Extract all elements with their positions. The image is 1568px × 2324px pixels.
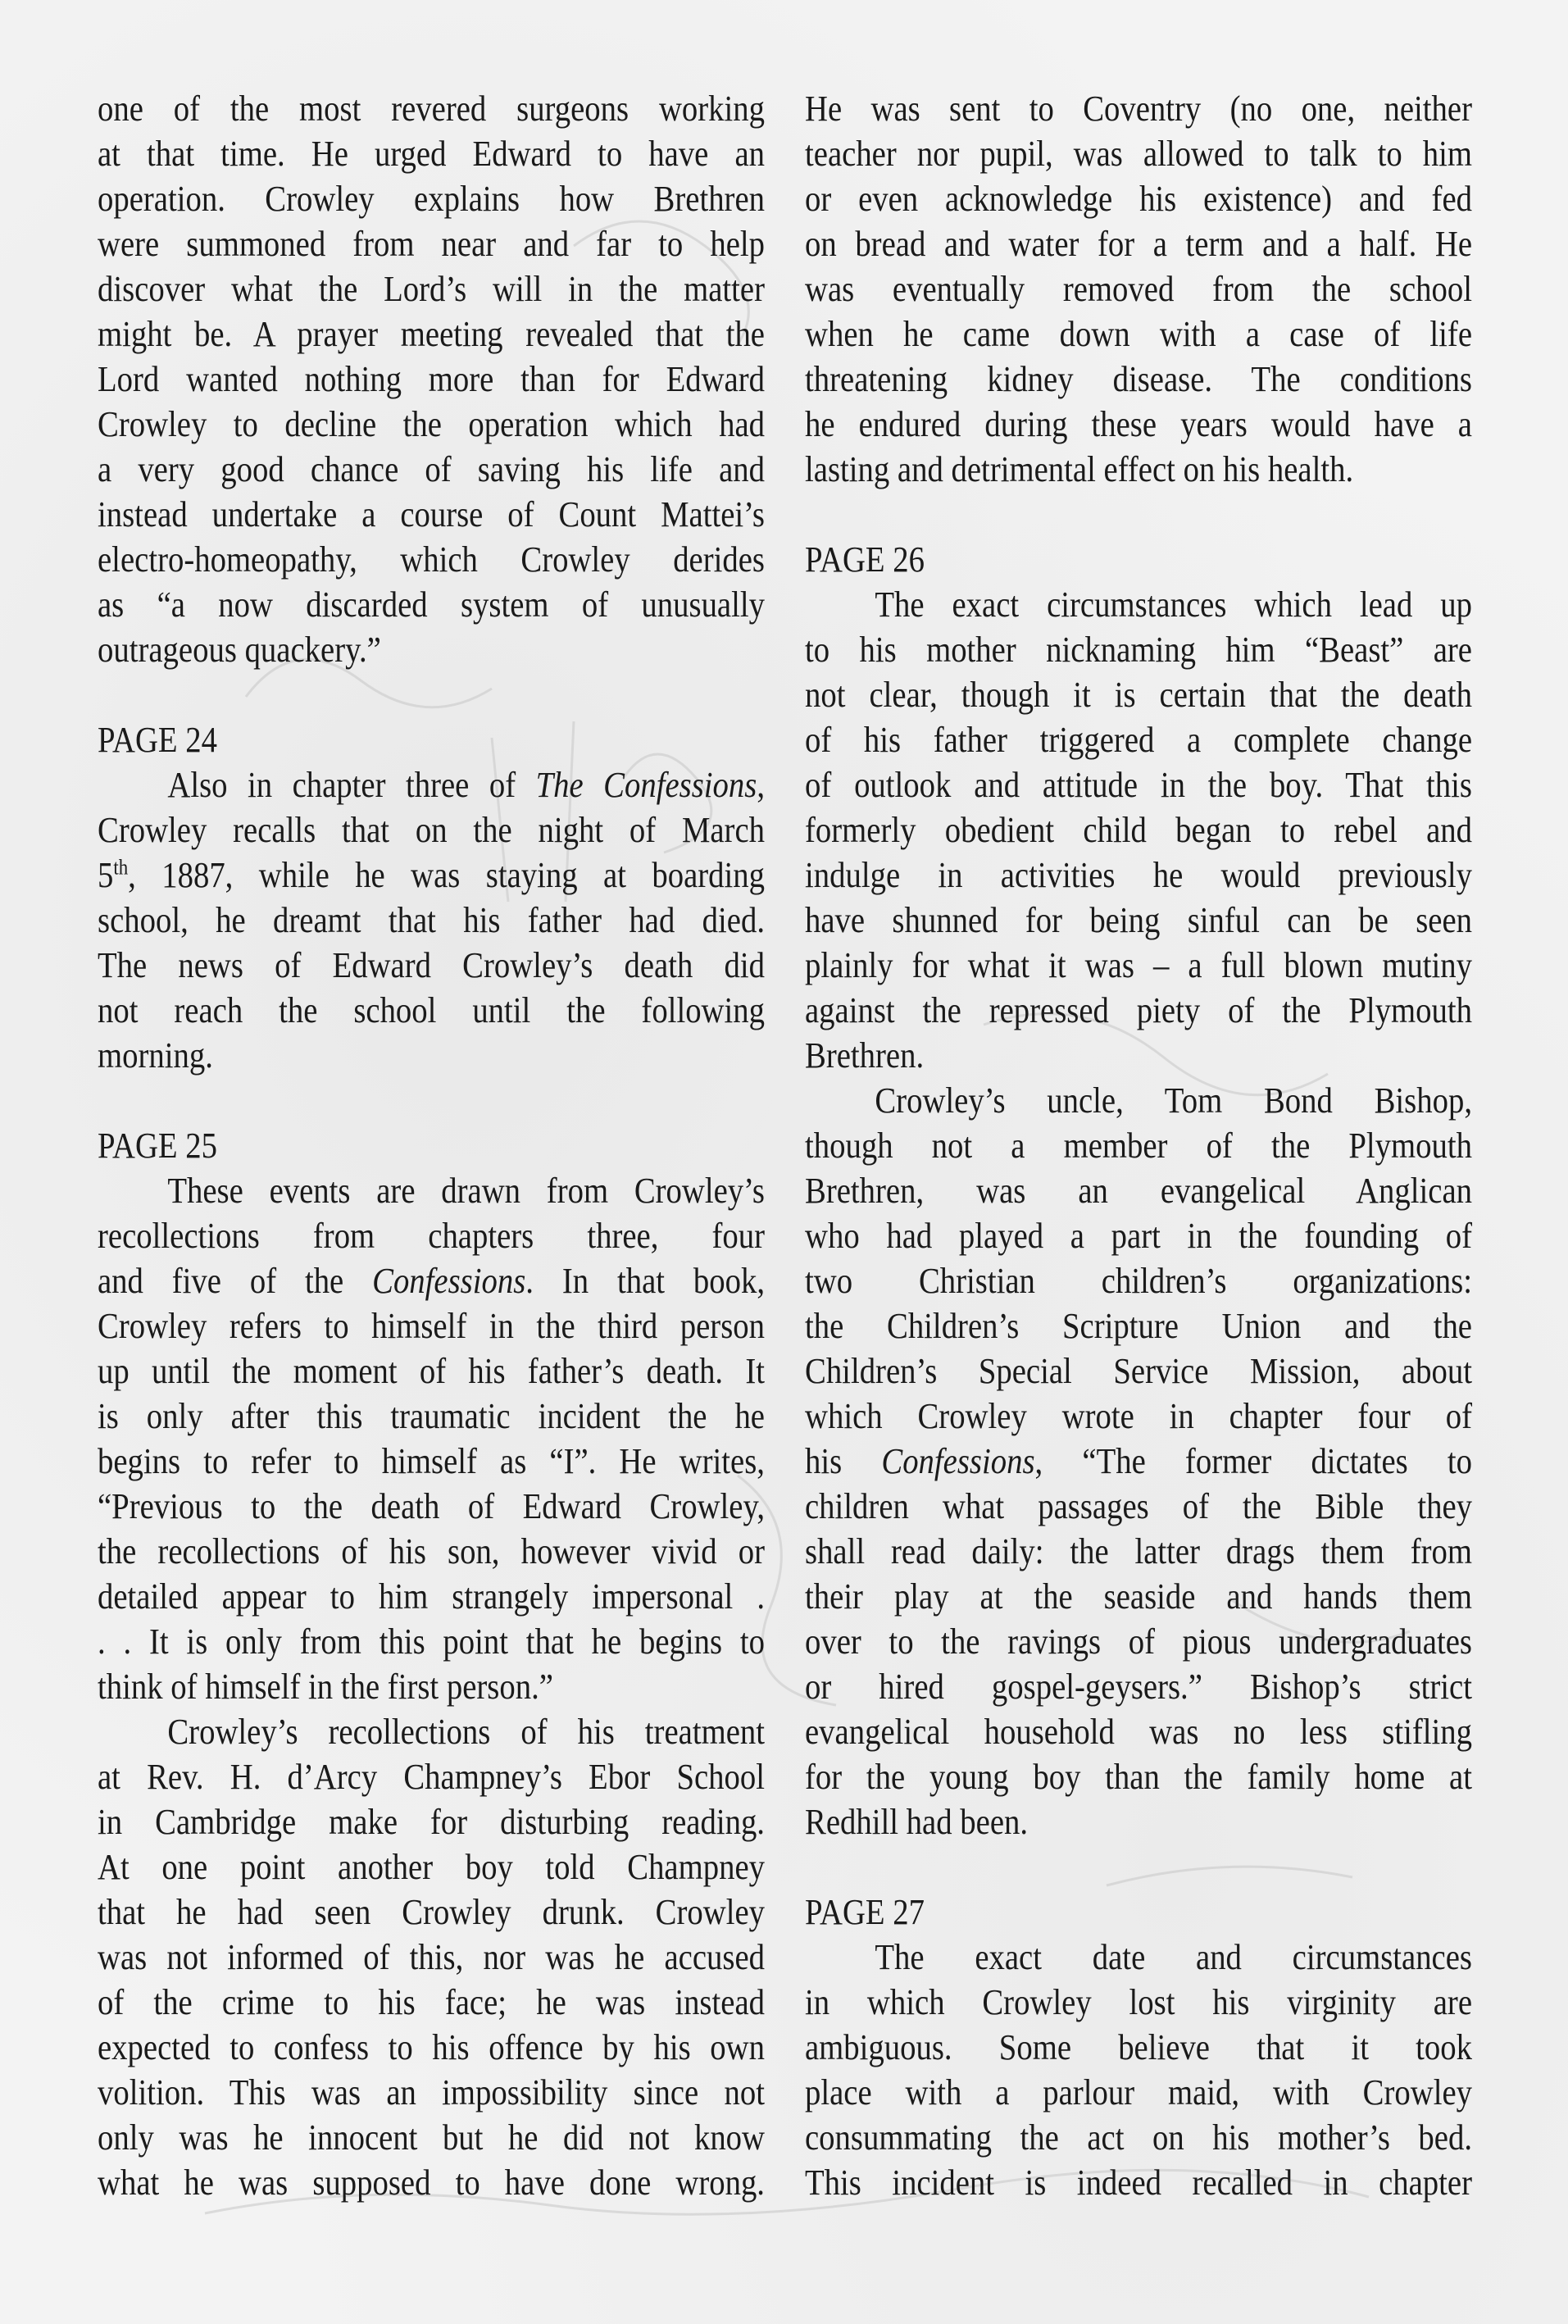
- text-line: The news of Edward Crowley’s death did: [98, 945, 765, 985]
- text-line: children what passages of the Bible they: [805, 1486, 1472, 1526]
- text-line: outrageous quackery.”: [98, 630, 381, 670]
- text-line: Redhill had been.: [805, 1802, 1029, 1842]
- blank-line: [98, 1078, 765, 1123]
- text-line: that he had seen Crowley drunk. Crowley: [98, 1892, 765, 1932]
- paragraph: [98, 1709, 765, 2205]
- text-line: in which Crowley lost his virginity are: [805, 1982, 1472, 2022]
- text-line: instead undertake a course of Count Mattei’s: [98, 494, 765, 534]
- paragraph: [98, 86, 765, 672]
- text-line: of his father triggered a complete change: [805, 720, 1472, 760]
- text-line: he endured during these years would have a: [805, 404, 1472, 444]
- text-line: of outlook and attitude in the boy. That this: [805, 765, 1472, 805]
- blank-line: [98, 672, 765, 717]
- blank-line: [805, 492, 1472, 537]
- ordinal-suffix: th: [113, 855, 129, 880]
- italic-title: Confessions: [372, 1261, 526, 1301]
- text-line: Crowley’s uncle, Tom Bond Bishop,: [875, 1080, 1472, 1121]
- text-line: Crowley’s recollections of his treatment: [167, 1712, 766, 1752]
- text-line: . . It is only from this point that he begins to: [98, 1621, 765, 1662]
- text-line: plainly for what it was – a full blown mutiny: [805, 945, 1472, 985]
- blank-line: [805, 1844, 1472, 1890]
- text-line: recollections from chapters three, four: [98, 1216, 765, 1256]
- text-line: formerly obedient child began to rebel and: [805, 810, 1472, 850]
- text-run: , 1887, while he was staying at boarding: [128, 855, 765, 895]
- text-line: school, he dreamt that his father had died.: [98, 900, 765, 940]
- text-line: “Previous to the death of Edward Crowley,: [98, 1486, 765, 1526]
- text-line: at that time. He urged Edward to have an: [98, 134, 765, 174]
- text-line: The exact date and circumstances: [875, 1937, 1472, 1977]
- text-run: . In that book,: [525, 1261, 765, 1301]
- text-line: the recollections of his son, however vivid or: [98, 1531, 765, 1571]
- text-line: their play at the seaside and hands them: [805, 1576, 1472, 1617]
- text-line: place with a parlour maid, with Crowley: [805, 2072, 1472, 2113]
- text-line: though not a member of the Plymouth: [805, 1126, 1472, 1166]
- text-line: for the young boy than the family home at: [805, 1757, 1472, 1797]
- italic-title: The Confessions: [535, 765, 757, 805]
- text-line: electro-homeopathy, which Crowley derides: [98, 539, 765, 580]
- page-heading: PAGE 27: [805, 1892, 925, 1932]
- text-run: , “The former dictates to: [1034, 1441, 1472, 1481]
- text-line: not clear, though it is certain that the death: [805, 675, 1472, 715]
- text-line: think of himself in the first person.”: [98, 1667, 553, 1707]
- paragraph: [805, 582, 1472, 1078]
- text-line: in Cambridge make for disturbing reading.: [98, 1802, 765, 1842]
- text-line: The exact circumstances which lead up: [875, 584, 1472, 625]
- right-column: [805, 86, 1472, 2205]
- text-line: on bread and water for a term and a half. He: [805, 224, 1472, 264]
- text-line: up until the moment of his father’s death. It: [98, 1351, 765, 1391]
- text-line: was eventually removed from the school: [805, 269, 1472, 309]
- text-line: not reach the school until the following: [98, 990, 765, 1030]
- paragraph: [98, 762, 765, 1078]
- text-line: one of the most revered surgeons working: [98, 89, 765, 129]
- text-line: discover what the Lord’s will in the matter: [98, 269, 765, 309]
- text-line: operation. Crowley explains how Brethren: [98, 179, 765, 219]
- text-line: is only after this traumatic incident the he: [98, 1396, 765, 1436]
- text-line: evangelical household was no less stifling: [805, 1712, 1472, 1752]
- text-line: against the repressed piety of the Plymouth: [805, 990, 1472, 1030]
- italic-title: Confessions: [881, 1441, 1035, 1481]
- text-line: two Christian children’s organizations:: [805, 1261, 1472, 1301]
- text-line: [98, 1258, 765, 1303]
- text-line: of the crime to his face; he was instead: [98, 1982, 765, 2022]
- text-line: were summoned from near and far to help: [98, 224, 765, 264]
- text-line: [98, 853, 765, 898]
- text-line: Crowley refers to himself in the third person: [98, 1306, 765, 1346]
- text-line: who had played a part in the founding of: [805, 1216, 1472, 1256]
- text-line: at Rev. H. d’Arcy Champney’s Ebor School: [98, 1757, 765, 1797]
- text-line: or even acknowledge his existence) and fed: [805, 179, 1472, 219]
- text-line: when he came down with a case of life: [805, 314, 1472, 354]
- text-line: expected to confess to his offence by his own: [98, 2027, 765, 2067]
- paragraph: [805, 1078, 1472, 1844]
- text-run: his: [805, 1441, 882, 1481]
- text-line: Lord wanted nothing more than for Edward: [98, 359, 765, 399]
- text-line: or hired gospel-geysers.” Bishop’s strict: [805, 1667, 1472, 1707]
- text-line: have shunned for being sinful can be seen: [805, 900, 1472, 940]
- text-run: 5: [98, 855, 114, 895]
- text-line: [805, 1439, 1472, 1484]
- text-line: Crowley to decline the operation which had: [98, 404, 765, 444]
- text-line: Children’s Special Service Mission, about: [805, 1351, 1472, 1391]
- text-line: volition. This was an impossibility since not: [98, 2072, 765, 2113]
- text-line: as “a now discarded system of unusually: [98, 584, 765, 625]
- text-line: Brethren.: [805, 1035, 925, 1076]
- text-line: consummating the act on his mother’s bed.: [805, 2117, 1472, 2158]
- text-line: was not informed of this, nor was he accused: [98, 1937, 765, 1977]
- text-line: Brethren, was an evangelical Anglican: [805, 1171, 1472, 1211]
- text-line: These events are drawn from Crowley’s: [167, 1171, 766, 1211]
- paragraph: [805, 86, 1472, 492]
- text-line: over to the ravings of pious undergraduates: [805, 1621, 1472, 1662]
- text-line: which Crowley wrote in chapter four of: [805, 1396, 1472, 1436]
- left-column: [98, 86, 765, 2205]
- text-run: and five of the: [98, 1261, 373, 1301]
- text-line: what he was supposed to have done wrong.: [98, 2163, 765, 2203]
- page-heading: PAGE 25: [98, 1126, 217, 1166]
- page-heading: PAGE 24: [98, 720, 217, 760]
- text-line: begins to refer to himself as “I”. He writes,: [98, 1441, 765, 1481]
- text-line: [98, 762, 765, 807]
- text-line: a very good chance of saving his life and: [98, 449, 765, 489]
- text-line: might be. A prayer meeting revealed that the: [98, 314, 765, 354]
- text-line: threatening kidney disease. The conditions: [805, 359, 1472, 399]
- text-line: He was sent to Coventry (no one, neither: [805, 89, 1472, 129]
- text-line: lasting and detrimental effect on his health.: [805, 449, 1354, 489]
- paragraph: [805, 1935, 1472, 2205]
- text-line: Crowley recalls that on the night of March: [98, 810, 765, 850]
- text-line: morning.: [98, 1035, 213, 1076]
- page-heading: PAGE 26: [805, 539, 925, 580]
- text-line: teacher nor pupil, was allowed to talk to him: [805, 134, 1472, 174]
- text-line: only was he innocent but he did not know: [98, 2117, 765, 2158]
- text-line: detailed appear to him strangely impersonal .: [98, 1576, 765, 1617]
- paragraph: [98, 1168, 765, 1709]
- text-line: shall read daily: the latter drags them from: [805, 1531, 1472, 1571]
- text-run: Also in chapter three of: [167, 765, 536, 805]
- text-line: to his mother nicknaming him “Beast” are: [805, 630, 1472, 670]
- text-line: indulge in activities he would previously: [805, 855, 1472, 895]
- text-line: This incident is indeed recalled in chapter: [805, 2163, 1472, 2203]
- text-line: ambiguous. Some believe that it took: [805, 2027, 1472, 2067]
- text-line: the Children’s Scripture Union and the: [805, 1306, 1472, 1346]
- text-run: ,: [757, 765, 765, 805]
- text-line: At one point another boy told Champney: [98, 1847, 765, 1887]
